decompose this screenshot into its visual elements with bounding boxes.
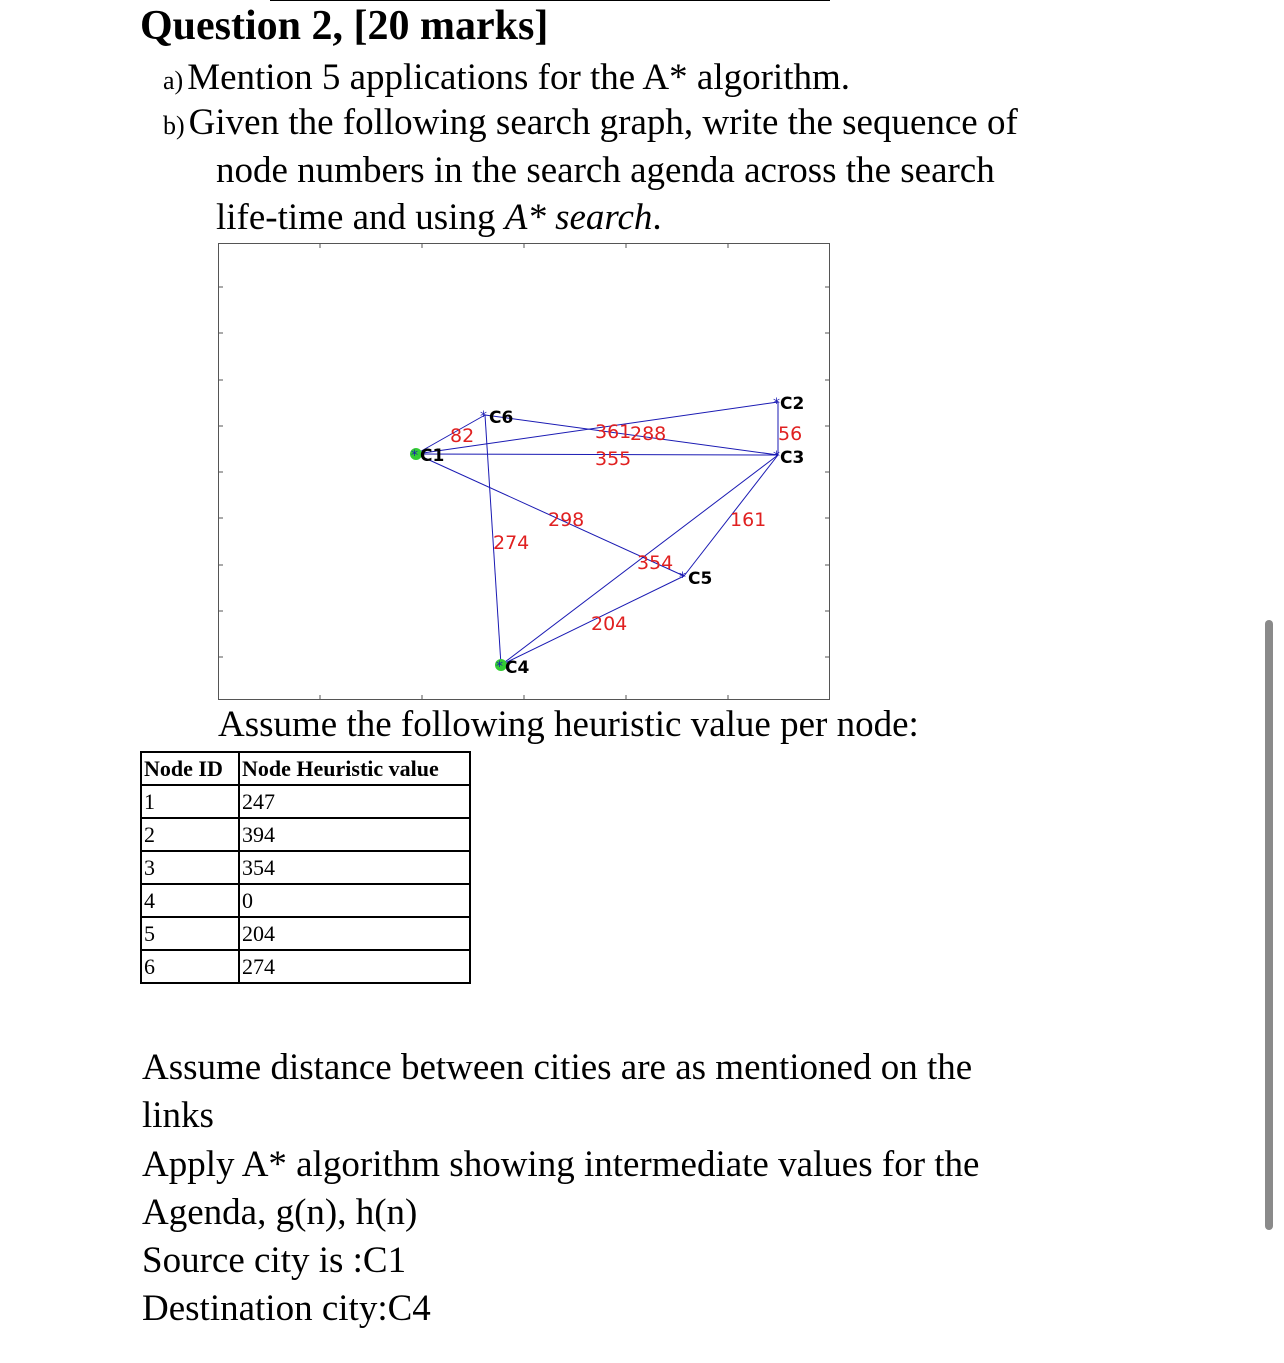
- edge-weight-label: 274: [493, 532, 530, 554]
- table-row: [141, 818, 470, 851]
- node-label-c3: C3: [780, 448, 805, 468]
- heuristic-cell: 354: [239, 851, 470, 884]
- heuristic-cell: 204: [239, 917, 470, 950]
- table-row: [141, 950, 470, 983]
- item-b-label: b): [163, 111, 185, 140]
- node-label-c5: C5: [688, 569, 713, 589]
- item-b-line3-italic: A* search: [504, 197, 653, 238]
- destination-city: Destination city:C4: [142, 1288, 431, 1329]
- edge-weight-label: 82: [450, 425, 475, 447]
- node-id-cell: 2: [141, 818, 239, 851]
- heuristic-table: [140, 751, 471, 984]
- edge-weight-label: 361: [595, 421, 632, 443]
- header-node-id: Node ID: [141, 752, 239, 785]
- scrollbar-thumb[interactable]: [1265, 620, 1273, 1230]
- instruction-line-2: links: [142, 1095, 214, 1136]
- node-id-cell: 6: [141, 950, 239, 983]
- heuristic-header-row: [141, 752, 470, 785]
- heuristic-intro: Assume the following heuristic value per node:: [218, 704, 919, 745]
- item-b-text: Given the following search graph, write the sequence of: [188, 102, 1018, 143]
- edge-weight-label: 298: [548, 509, 585, 531]
- search-graph: [218, 243, 830, 700]
- node-star-icon: *: [496, 659, 503, 675]
- source-city: Source city is :C1: [142, 1240, 407, 1281]
- item-b-line3-suffix: .: [652, 197, 662, 238]
- item-b: [163, 101, 1018, 144]
- edge-weight-label: 288: [630, 423, 667, 445]
- node-id-cell: 3: [141, 851, 239, 884]
- table-row: [141, 884, 470, 917]
- item-a: [163, 56, 850, 99]
- item-b-line2: node numbers in the search agenda across the search: [216, 150, 995, 191]
- instruction-line-4: Agenda, g(n), h(n): [142, 1192, 418, 1233]
- node-label-c2: C2: [780, 394, 805, 414]
- heuristic-cell: 394: [239, 818, 470, 851]
- item-a-label: a): [163, 66, 184, 95]
- node-star-icon: *: [480, 409, 487, 425]
- node-star-icon: *: [679, 570, 686, 586]
- edge-weight-label: 56: [778, 423, 803, 445]
- edge-weight-label: 355: [595, 448, 632, 470]
- question-title: Question 2, [20 marks]: [140, 3, 549, 49]
- node-id-cell: 4: [141, 884, 239, 917]
- edge-weight-label: 204: [591, 613, 628, 635]
- item-b-line3: [216, 196, 662, 239]
- header-heuristic-value: Node Heuristic value: [239, 752, 470, 785]
- node-star-icon: *: [773, 396, 780, 412]
- heuristic-cell: 0: [239, 884, 470, 917]
- top-rule: [270, 0, 830, 1]
- table-row: [141, 785, 470, 818]
- item-b-line3-prefix: life-time and using: [216, 197, 505, 238]
- node-label-c1: C1: [420, 446, 445, 466]
- table-row: [141, 917, 470, 950]
- instruction-line-3: Apply A* algorithm showing intermediate values for the: [142, 1144, 980, 1185]
- instruction-line-1: Assume distance between cities are as mentioned on the: [142, 1047, 973, 1088]
- node-id-cell: 1: [141, 785, 239, 818]
- node-label-c4: C4: [505, 658, 530, 678]
- graph-frame: [219, 244, 830, 700]
- heuristic-cell: 274: [239, 950, 470, 983]
- edge-weight-label: 161: [730, 509, 767, 531]
- table-row: [141, 851, 470, 884]
- heuristic-cell: 247: [239, 785, 470, 818]
- node-id-cell: 5: [141, 917, 239, 950]
- node-star-icon: *: [411, 448, 418, 464]
- item-a-text: Mention 5 applications for the A* algorithm.: [187, 57, 851, 98]
- edge-weight-label: 354: [637, 552, 674, 574]
- node-star-icon: *: [773, 449, 780, 465]
- node-label-c6: C6: [489, 408, 514, 428]
